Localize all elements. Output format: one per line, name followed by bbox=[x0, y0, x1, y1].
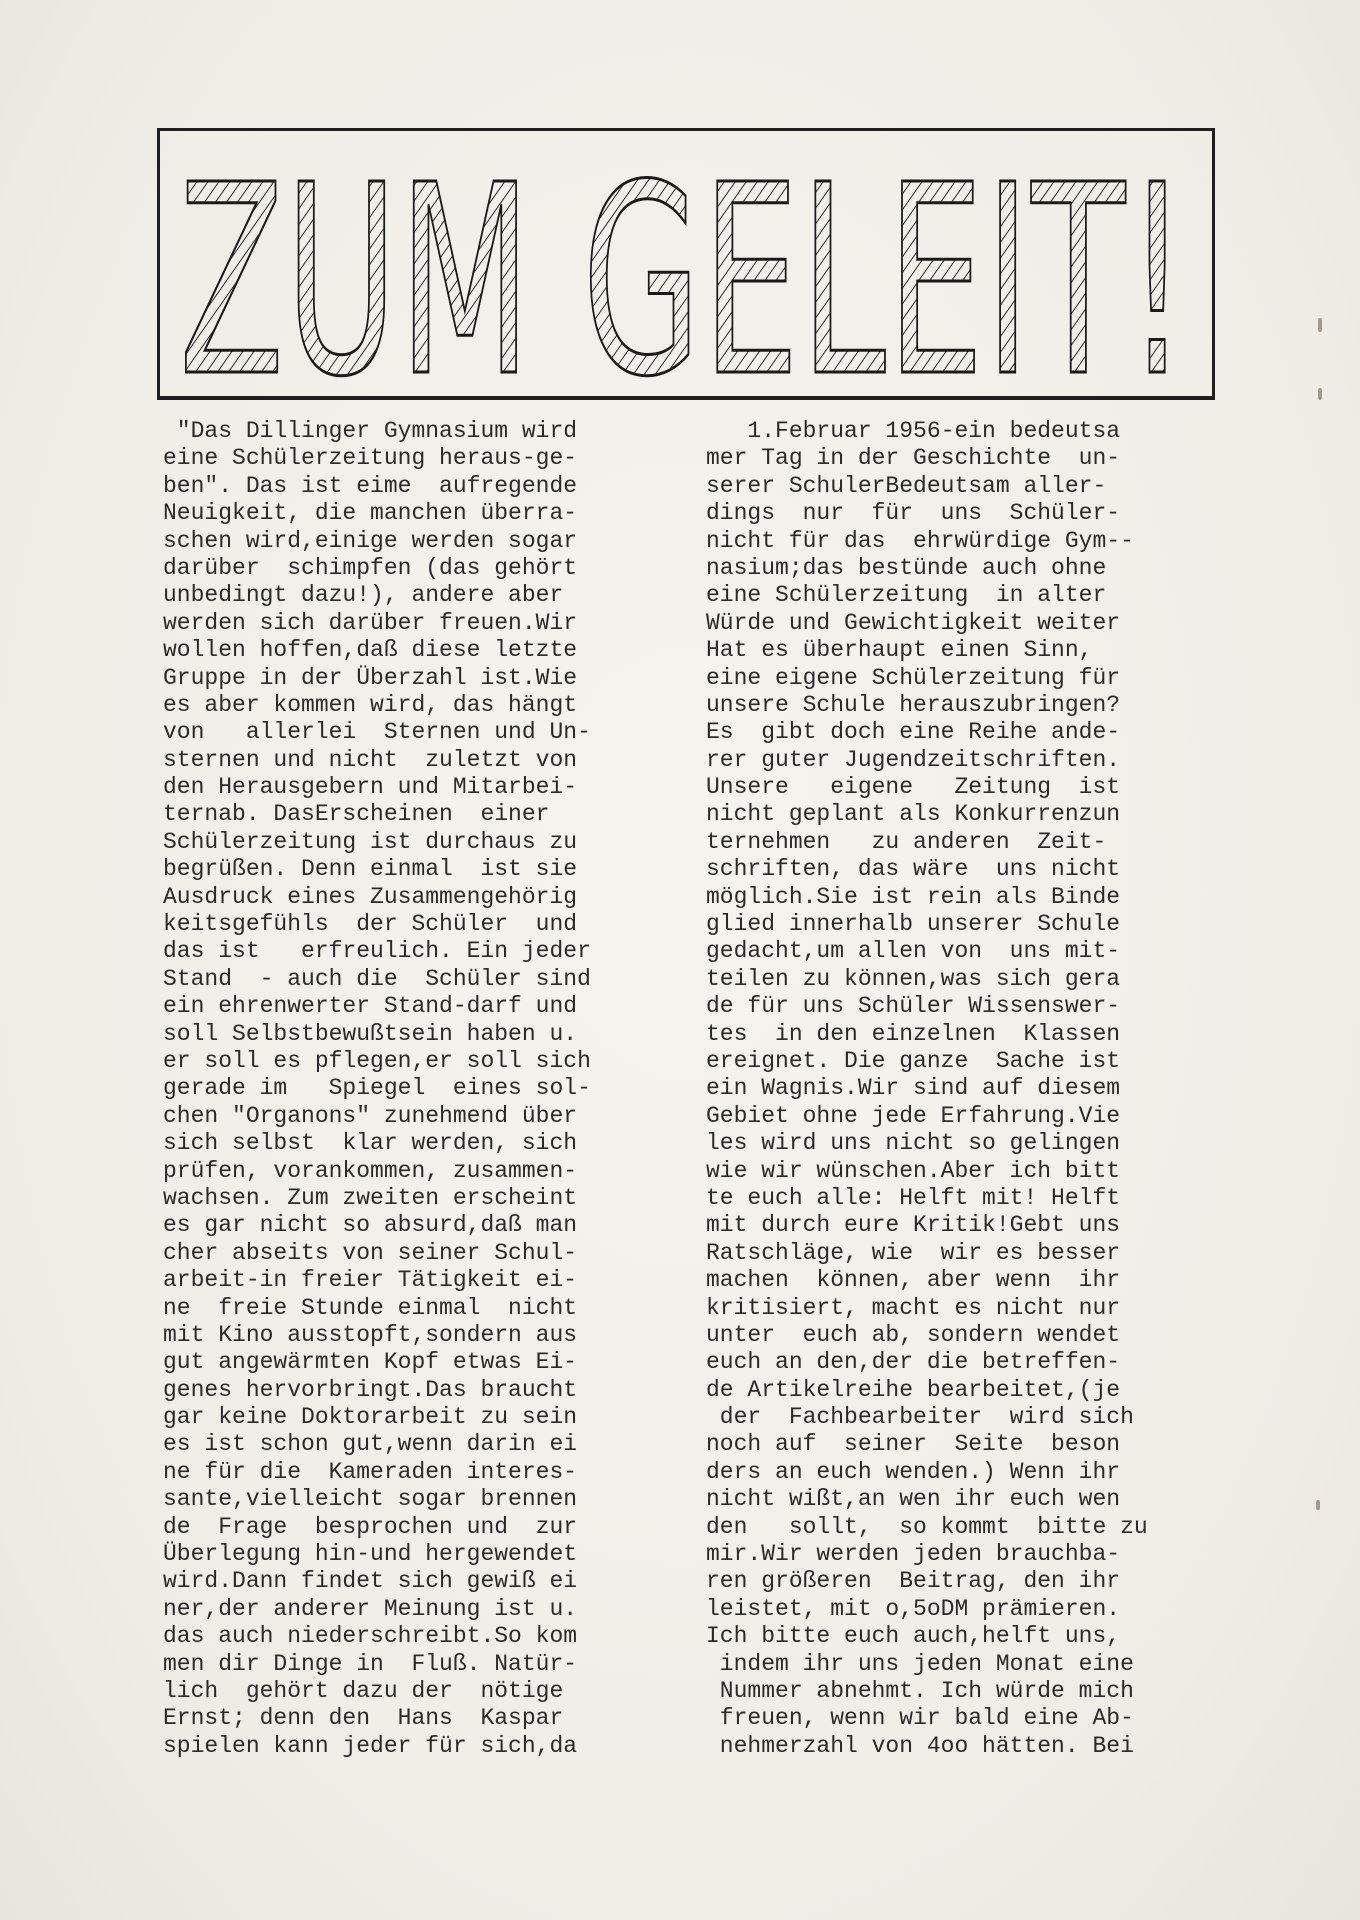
page-title: ZUM GELEIT! bbox=[179, 129, 1189, 400]
text-line: chen "Organons" zunehmend über bbox=[163, 1102, 578, 1129]
text-line: euch an den,der die betreffen- bbox=[706, 1349, 1121, 1376]
text-line: wie wir wünschen.Aber ich bitt bbox=[706, 1157, 1121, 1184]
text-line: Überlegung hin-und hergewendet bbox=[163, 1541, 578, 1568]
text-line: den Herausgebern und Mitarbei- bbox=[163, 774, 578, 801]
text-line: Gruppe in der Überzahl ist.Wie bbox=[163, 664, 578, 691]
text-line: arbeit-in freier Tätigkeit ei- bbox=[163, 1267, 578, 1294]
text-line: Ratschläge, wie wir es besser bbox=[706, 1239, 1121, 1266]
text-line: unbedingt dazu!), andere aber bbox=[163, 582, 564, 609]
text-line: das auch niederschreibt.So kom bbox=[163, 1623, 578, 1650]
text-line: es aber kommen wird, das hängt bbox=[163, 691, 578, 718]
text-line: den sollt, so kommt bitte zu bbox=[706, 1513, 1148, 1540]
text-line: er soll es pflegen,er soll sich bbox=[163, 1047, 591, 1074]
text-line: Hat es überhaupt einen Sinn, bbox=[706, 637, 1093, 664]
text-line: ren größeren Beitrag, den ihr bbox=[706, 1568, 1121, 1595]
text-line: sich selbst klar werden, sich bbox=[163, 1130, 578, 1157]
text-line: nicht wißt,an wen ihr euch wen bbox=[706, 1486, 1121, 1513]
text-line: sternen und nicht zuletzt von bbox=[163, 746, 578, 773]
text-line: machen können, aber wenn ihr bbox=[706, 1267, 1121, 1294]
text-line: gedacht,um allen von uns mit- bbox=[706, 938, 1121, 965]
text-line: glied innerhalb unserer Schule bbox=[706, 911, 1121, 938]
text-line: kritisiert, macht es nicht nur bbox=[706, 1294, 1121, 1321]
text-line: nehmerzahl von 4oo hätten. Bei bbox=[706, 1732, 1134, 1759]
text-line: nicht geplant als Konkurrenzun bbox=[706, 801, 1121, 828]
text-line: werden sich darüber freuen.Wir bbox=[163, 609, 578, 636]
text-line: schen wird,einige werden sogar bbox=[163, 527, 578, 554]
text-line: Unsere eigene Zeitung ist bbox=[706, 774, 1121, 801]
text-line: serer SchulerBedeutsam aller- bbox=[706, 472, 1107, 499]
text-line: prüfen, vorankommen, zusammen- bbox=[163, 1157, 578, 1184]
text-line: mit Kino ausstopft,sondern aus bbox=[163, 1321, 578, 1348]
text-line: ben". Das ist eime aufregende bbox=[163, 472, 578, 499]
text-line: nicht für das ehrwürdige Gym-- bbox=[706, 527, 1134, 554]
text-line: ders an euch wenden.) Wenn ihr bbox=[706, 1458, 1121, 1485]
text-line: freuen, wenn wir bald eine Ab- bbox=[706, 1705, 1134, 1732]
text-line: Würde und Gewichtigkeit weiter bbox=[706, 609, 1121, 636]
text-line: 1.Februar 1956-ein bedeutsa bbox=[706, 418, 1121, 444]
text-line: ne freie Stunde einmal nicht bbox=[163, 1294, 578, 1321]
text-line: mit durch eure Kritik!Gebt uns bbox=[706, 1212, 1121, 1239]
text-line: men dir Dinge in Fluß. Natür- bbox=[163, 1650, 578, 1677]
text-line: eine eigene Schülerzeitung für bbox=[706, 664, 1121, 691]
text-line: Gebiet ohne jede Erfahrung.Vie bbox=[706, 1102, 1121, 1129]
text-line: darüber schimpfen (das gehört bbox=[163, 554, 578, 581]
text-line: unsere Schule herauszubringen? bbox=[706, 691, 1121, 718]
text-line: spielen kann jeder für sich,da bbox=[163, 1732, 578, 1759]
text-line: schriften, das wäre uns nicht bbox=[706, 856, 1121, 883]
text-line: der Fachbearbeiter wird sich bbox=[706, 1404, 1134, 1431]
text-line: indem ihr uns jeden Monat eine bbox=[706, 1650, 1134, 1677]
text-line: Ich bitte euch auch,helft uns, bbox=[706, 1623, 1121, 1650]
text-line: wollen hoffen,daß diese letzte bbox=[163, 637, 578, 664]
text-line: mir.Wir werden jeden brauchba- bbox=[706, 1541, 1121, 1568]
text-line: wachsen. Zum zweiten erscheint bbox=[163, 1184, 578, 1211]
text-line: rer guter Jugendzeitschriften. bbox=[706, 746, 1121, 773]
text-line: genes hervorbringt.Das braucht bbox=[163, 1376, 578, 1403]
text-line: "Das Dillinger Gymnasium wird bbox=[163, 418, 578, 444]
text-line: eine Schülerzeitung in alter bbox=[706, 582, 1107, 609]
text-line: lich gehört dazu der nötige bbox=[163, 1677, 564, 1704]
title-banner bbox=[157, 128, 1215, 400]
text-line: les wird uns nicht so gelingen bbox=[706, 1130, 1121, 1157]
text-line: unter euch ab, sondern wendet bbox=[706, 1321, 1121, 1348]
text-line: ne für die Kameraden interes- bbox=[163, 1458, 578, 1485]
text-line: de Frage besprochen und zur bbox=[163, 1513, 578, 1540]
text-line: Neuigkeit, die manchen überra- bbox=[163, 500, 578, 527]
text-line: mer Tag in der Geschichte un- bbox=[706, 445, 1121, 472]
text-line: wird.Dann findet sich gewiß ei bbox=[163, 1568, 578, 1595]
text-line: ein Wagnis.Wir sind auf diesem bbox=[706, 1075, 1121, 1102]
text-line: tes in den einzelnen Klassen bbox=[706, 1020, 1121, 1047]
text-line: eine Schülerzeitung heraus-ge- bbox=[163, 445, 578, 472]
text-line: cher abseits von seiner Schul- bbox=[163, 1239, 578, 1266]
text-line: de für uns Schüler Wissenswer- bbox=[706, 993, 1121, 1020]
text-line: es gar nicht so absurd,daß man bbox=[163, 1212, 578, 1239]
text-line: ner,der anderer Meinung ist u. bbox=[163, 1595, 578, 1622]
text-line: Stand - auch die Schüler sind bbox=[163, 965, 591, 992]
text-line: ternehmen zu anderen Zeit- bbox=[706, 828, 1107, 855]
text-line: begrüßen. Denn einmal ist sie bbox=[163, 856, 578, 883]
text-line: gar keine Doktorarbeit zu sein bbox=[163, 1404, 578, 1431]
text-line: leistet, mit o,5oDM prämieren. bbox=[706, 1595, 1121, 1622]
text-line: noch auf seiner Seite beson bbox=[706, 1431, 1121, 1458]
text-line: sante,vielleicht sogar brennen bbox=[163, 1486, 578, 1513]
text-line: de Artikelreihe bearbeitet,(je bbox=[706, 1376, 1121, 1403]
text-line: teilen zu können,was sich gera bbox=[706, 965, 1121, 992]
text-line: gerade im Spiegel eines sol- bbox=[163, 1075, 591, 1102]
text-line: Ernst; denn den Hans Kaspar bbox=[163, 1705, 564, 1732]
margin-mark-mid bbox=[1318, 388, 1322, 400]
text-line: keitsgefühls der Schüler und bbox=[163, 911, 578, 938]
margin-mark-top bbox=[1318, 318, 1322, 332]
text-line: Schülerzeitung ist durchaus zu bbox=[163, 828, 578, 855]
text-line: es ist schon gut,wenn darin ei bbox=[163, 1431, 578, 1458]
article-column-left bbox=[163, 418, 591, 1760]
text-line: möglich.Sie ist rein als Binde bbox=[706, 883, 1121, 910]
text-line: gut angewärmten Kopf etwas Ei- bbox=[163, 1349, 578, 1376]
text-line: Es gibt doch eine Reihe ande- bbox=[706, 719, 1121, 746]
text-line: Nummer abnehmt. Ich würde mich bbox=[706, 1677, 1134, 1704]
text-line: Ausdruck eines Zusammengehörig bbox=[163, 883, 578, 910]
text-line: te euch alle: Helft mit! Helft bbox=[706, 1184, 1121, 1211]
margin-mark-lower bbox=[1316, 1500, 1320, 1510]
article-column-right bbox=[706, 418, 1148, 1760]
text-line: ternab. DasErscheinen einer bbox=[163, 801, 550, 828]
text-line: nasium;das bestünde auch ohne bbox=[706, 554, 1107, 581]
text-line: dings nur für uns Schüler- bbox=[706, 500, 1121, 527]
text-line: ereignet. Die ganze Sache ist bbox=[706, 1047, 1121, 1074]
text-line: ein ehrenwerter Stand-darf und bbox=[163, 993, 578, 1020]
text-line: von allerlei Sternen und Un- bbox=[163, 719, 591, 746]
text-line: soll Selbstbewußtsein haben u. bbox=[163, 1020, 578, 1047]
text-line: das ist erfreulich. Ein jeder bbox=[163, 938, 591, 965]
